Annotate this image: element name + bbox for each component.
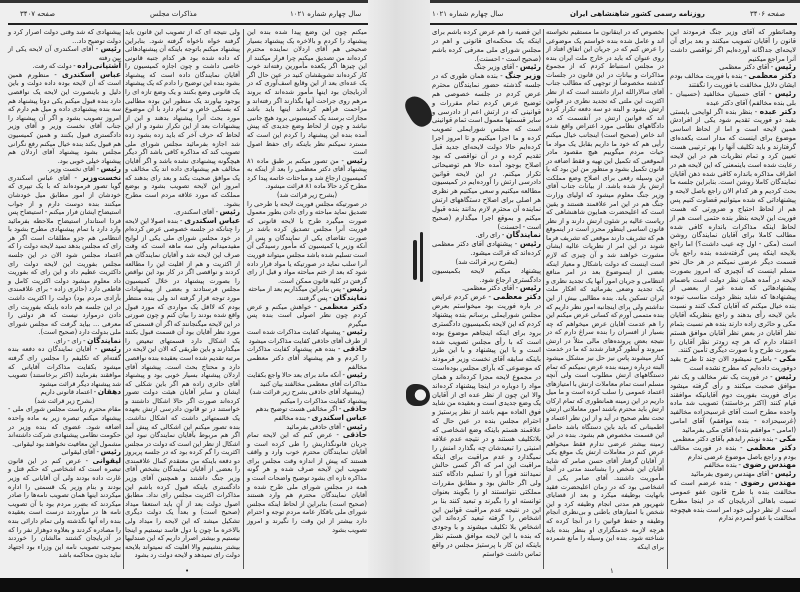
speech-paragraph: عباس اسکندری - بنده مخالفم (274, 413, 367, 423)
speech-paragraph: رئیس - آقای نخست وزیر. (47, 164, 121, 174)
speech-text: در صورتیکه مجلس فوریت لایحه یا طرحی را تصدیق نماید مباحثه و رای دادن بطور معمول صورت میگیرد طرح یا لایحه قانونی که فوریت آنرا مجلس تصدیق کرده باشد در صورت تقاضای یکی از نمایندگان و پس از آنکه وزیر یا کمیسیون که مأمور رسیدگی آن است تسلیم شده باشد مجلس میتواند فوریت آنرا سلب نماید در صورتیکه یا مواد قرار داده شود که بعد از ختم مباحثه مواد و قبل از رای گرفتن در کلیه قانون ممکن است. (247, 199, 367, 285)
speech-text: آقای لیقوانی (61, 448, 95, 457)
page-gutter (368, 0, 430, 578)
speech-paragraph (432, 28, 541, 63)
speaker-name: رئیس (100, 344, 121, 354)
speaker-name: عباس اسکندری (184, 215, 240, 225)
speech-paragraph (8, 28, 121, 45)
speaker-name: رئیس (774, 88, 796, 98)
speech-text: پس بنابراین میگذاریم بعد از مباحثه (248, 285, 341, 294)
speech-paragraph: نخست‌وزیر - آقای عباس اسکندری گویا تصور فرموده‌اند که با یک تیپری که خودشان از امور مطابق میل خودشان میکنند بنده دوست دارم و از جواب استیضاح ایشان فرار میکنم - استیضاح پس فردا استاندار استیضاح ملاحظه بفرمائید وارد دارد با تمام پیشنهادی مطرح بشود با انتظامی هم جزو مطلقات است اگر هر رای که مجلس بدهد تمید لایحه دولت را که اعتماد مجلس شود الان در این جلسه مجلس بفوریت این لایحه دولت رای داکثریت عظیم داد و این رای که بفوریت داد معلوم میشود دولت اکثریت کامل و قاطعی دارد (حائری زاده - برای علاقمندی بآزادی مردم بود) دولت را اکثریت داشت در این جلسه هم داده باینکه بفوریت رای دادن درموارد نیست که هر دولتی را معرفی ... بیاید گرفت که مجلس شورای ملی بدولت دارد (صحیح است). (8, 172, 122, 337)
stage-note: (بشرح زیر قرائت شد) (455, 257, 518, 266)
speech-paragraph: نمایندگان - پس گرفتند. (296, 292, 367, 302)
speech-text: بنظر بنده اگر لوایحی بایستی بقید دو فوریت تقدیم شود یکی از افرادش همین لایحه است و اما از لحاظ اساسی موضوع برای اینست که مدار است یکعده‌ای گرفتارند و باید تکلیف آنها را بهر ترتیبی هست تعیین کرد و تمام نظریات هم در این لایحه رعایت شده است باینمعنی که این لایحه هم در اطراف مذاکره بانداره کافی شده ذهن آقایان نمایندگان کاملا روشن است. بنابراین جلسه ما بحث کردیم و هر کدام الان راجع باصل لایحه و پیشنهاداتی که شده میتوانیم قضاوت کنیم پس هم از لحاظ احتیاج و ضرورتی که هست فوریت این لایحه بنظر بنده حتمی است هم از لحاظ اینکه مذاکرات بانداره کافی شده مطالب کاملا برای آقایان نمایندگان روشن است (مکی - اول چه عیب داشت؟) اما راجع بلایحه اینکه پس گرفته‌شده بنده راجع بآن قسمت دیگر عرضی نمیکنم در هر حال نحو مسلم اینست که آنچیزی که امروز بصورت لایحه در آمده همان نظر دولت است باضمام پیشنهادهائی که شده غیر از بعضی از پیشنهادها که شاید بنظر دولت مناسب نبوده بنده خیال میکنم که آقایان کمک کنند و نسبت باین لایحه رأی بدهند و راجع بنظریکه آقایان مکی و حائری زاده دارند بنده هم نسبت بتمام نظر آقایان در بعض نظر آقایان موافق هستم اعتقاد دارم که هر چه زودتر نظر آقایان را بصورت طرح و یا صورت دیگری تأمین کنند. (670, 107, 796, 355)
speaker-name: لیقوانی (92, 455, 121, 465)
page-section-title: مذاکرات مجلس (150, 10, 197, 18)
page-number: صفحه ۳۴۰۷ (20, 10, 56, 18)
speech-text: پیشنهاد کفایت مذاکرات را میکنم (279, 396, 367, 405)
speech-paragraph: دهقان - اعتماد قانونی داریم (40, 387, 121, 397)
speech-paragraph: دکتر معظمی - بنده با فوریت مخالف بودم ایشان دلایل مخالفت با فوریت را نگفتند (670, 71, 796, 90)
speech-paragraph (670, 28, 796, 63)
speech-paragraph: دکتر عبده - بنظر بنده اگر لوایحی بایستی بقید دو فوریت تقدیم شود یکی از افرادش همین لایحه است و اما از لحاظ اساسی موضوع برای اینست که مدار است یکعده‌ای گرفتارند و باید تکلیف آنها را بهر ترتیبی هست تعیین کرد و تمام نظریات هم در این لایحه رعایت شده است باینمعنی که این لایحه هم در اطراف مذاکره بانداره کافی شده ذهن آقایان نمایندگان کاملا روشن است. بنابراین جلسه ما بحث کردیم و هر کدام الان راجع باصل لایحه و پیشنهاداتی که شده میتوانیم قضاوت کنیم پس هم از لحاظ احتیاج و ضرورتی که هست فوریت این لایحه بنظر بنده حتمی است هم از لحاظ اینکه مذاکرات بانداره کافی شده مطالب کاملا برای آقایان نمایندگان روشن است (مکی - اول چه عیب داشت؟) اما راجع بلایحه اینکه پس گرفته‌شده بنده راجع بآن قسمت دیگر عرضی نمیکنم در هر حال نحو مسلم اینست که آنچیزی که امروز بصورت لایحه در آمده همان نظر دولت است باضمام پیشنهادهائی که شده غیر از بعضی از پیشنهادها که شاید بنظر دولت مناسب نبوده بنده خیال میکنم که آقایان کمک کنند و نسبت باین لایحه رأی بدهند و راجع بنظریکه آقایان مکی و حائری زاده دارند بنده هم نسبت بتمام نظر آقایان در بعض نظر آقایان موافق هستم اعتقاد دارم که هر چه زودتر نظر آقایان را بصورت طرح و یا صورت دیگری تأمین کنند. (670, 106, 796, 355)
speech-text: عرض کنم که این لایحه تمام جریان قانونگذاریش را طی کرده است و آقایان نمایندگان محترم خوب وارد و واقف هستند که پیش از اندازه وقت مجلس برای تصویب این لایحه صرف شده و هر گونه مذاکره تازه ای بشود توضیح واضحات است و همه در مجلس شورای ملی طرح شده و آقایان نمایندگان محترم هم وارد هستند (صحیح است) بنابراین از لحاظ اینکه مجلس شورای ملی بافکار عامه مردم توجه و احترام دارد بیشتر از این وقت را نگیرند و امروز تصویب بشود (247, 431, 367, 534)
speech-paragraph: رئیس - آقای حاذقی بفرمائید (286, 421, 367, 431)
speaker-name: حاذقی (342, 404, 367, 414)
issue-number: سال چهارم شماره ۱۰۲۱ (290, 10, 362, 18)
speech-text: عرض کردم عرایض در باره فوریت بود میخواستم بعرض مجلس شورایملی برسانم بنده پیشنهاد کردم که این لایحه بکمیسیون دادگستری برود برای اینکه اینجاهم موضوع بوده است که با رأی مجلس تصویب شده است و با این پیشنهاد و با این طرز باینکه سابقه آقای نخست وزیر فرمودند که موضوعی که بآرای مجلس بوده‌است در مجموع لایحه مجزا کرده‌اند و همان مواد را دوباره در اینجا پیشنهاد کرده‌اند والا این چون از نظر عده ای از آقایان یک وضع جدیدی است و بعقیده من شاید فوق العاده مهم باشد از نظر پرستیژ و احترام مجلس بنده در عین حال که علاقمند هستم باینکه وضع اشخاصی که بلاتکلیف هستند و در نتیجه عدم علاقه امنیتی را تبعیدشان چه بگذارد امنش را نمیگذارد و عدم مراقبت برای اینکه مراقبت این امر که اگر کسی حالش نمیدانند فوراً او را تسلیم دادگاه کنند ولی اگر حالش بود و مطابق مقررات مملکتی نتوانستند او را بگویند بعنوان توانسته او را بگیرند و تبعید کنند بنا بر این در نتیجه عدم مراقبت قوانین این اشخاص را گرفته تبعید کرده‌اند این اشخاص بلا تکلیف میشوند و با وجودی که بنده با این لایحه موافق هستم نظر باینکه این کار با پرستیژ مجلس در واقع تماس داشت خواستم (432, 293, 541, 558)
header-rule (430, 23, 797, 25)
speaker-name: رئیس (519, 283, 541, 293)
column-divider (243, 29, 244, 569)
speech-paragraph: رئیس - من تصور میکنم بر طبق ماده ۸۱ پیشنهاد آقای دکتر معظمی را بعد از اینکه به کمیسیون ارجاع شد و مباحثات خاتمه پیدا کرد مطرح کرد حالا ماده ۸۱ قرائت میشود. (247, 155, 367, 191)
speech-paragraph (247, 200, 367, 286)
speech-paragraph: رئیس - آقای مهندس رضوی بفرمائید (690, 469, 796, 479)
speaker-name: رئیس (519, 239, 541, 249)
footer-mark: • (185, 567, 190, 575)
speech-paragraph: رئیس - پس بنابراین میگذاریم بعد از مباحثه (248, 284, 367, 294)
speaker-name: رئیس (346, 421, 367, 431)
speech-text: مقام محترم ریاست مجلس شورای ملی - پیشنهاد میکنم تبصره زیر به ماده واحده اضافه شود. عضوی که بنده وزیر در حکومت نظامی پیشنهادی شرکت داشته‌اند مشمول این معافیت نخواهند بود لیقوانی. (8, 405, 121, 448)
speech-paragraph: رئیس - آقای دکتر معظمی (719, 62, 796, 72)
speaker-name: مکی (779, 433, 796, 443)
speaker-name: آشتیانی‌زاده (77, 61, 121, 71)
speech-text: اگر مخالفی هست توضیح بدهم (255, 405, 338, 414)
column-divider (123, 29, 124, 569)
speech-text: منظورم همین است که آن لایحه بوده داده دولت و باین دلیل و باینصورت این لایحه یک نواقصی دارد بنده قبول میکنم یکی دوتا پیشنهاد هم سه بنده پیشنهادی داده و میل هم دارم که امروز تصویب بشود و اگر آن پیشنهاد را جناب آقای نخست وزیر و آقای وزیر دادگستری قبول بکنند و همین کمیسیون هم قبول بکند بنده خیال میکنم رفع نگرانی مجلس بشود پیشنهاد آقای اردلان هم پیشنهاد خیلی خوبی بود. (8, 70, 121, 165)
speech-text: میکنم چون این وضع پیدا شده بنده این پیشنهاد را کردم و بالاخره یک پیشنهاد بسیار صحیحی هم آقای اردلان نماینده محترم کرده‌اند من تصدیق میکنم چرا فرار میکنند از این چیزها اگر یکعده مأمورین رفته‌اند خوب کار کرده‌اند تشویقشان کنید در عین حال اگر یک عده‌ای بعد از این وقایع اسف‌آوری که در آذربایجان بود اینها مأمور شده‌اند که بروند مرهم روی جراحت آنها بگذارند اگر رفته‌اند و مزاحمت فراهم کرده‌اند اینها باید باشد مجازات برسند یک کمیسیونی برود هیچ جانبی نباشد و چون از لحاظ وضع جدیدی که پیش آمده بنده این پیشنهاد را کردم این است که مسترد نمیکنم نظر باینکه رای حفظ اصول است (247, 28, 367, 157)
speech-text: آقای مهندس رضوی بفرمائید (690, 470, 770, 479)
speech-text: در فوریت یک نفر مخالف و یک نفر موافق صحبت میکنند و رأی گرفته میشود برای فوریت بفوریت دوم آقایانیکه موافقند قیام کنند (اکثر برخاستند) تصویب شد ماده واحده مطرح است آقای غرسیحزاده مخالفید (غرسیحزاده - بنده موافقم) آقای امامی (امامی - موافقم بنده) آقای مکی بفرمائید (670, 372, 796, 434)
column-divider (667, 29, 668, 569)
speech-paragraph: دکتر معظمی - خواهش میکنم و عرض کردم چون نظر اصولی است بنده پس میگیرم (247, 301, 368, 328)
speech-paragraph: رئیس - آقای حسیبان مخالفید (حسیبان - بلی بنده مخالفم) آقای دکتر عبده (670, 88, 796, 107)
speaker-name: رئیس (519, 62, 541, 72)
scan-artifact (406, 384, 430, 406)
speech-paragraph: دکتر معظمی - عرض کردم عرایض در باره فوریت بود میخواستم بعرض مجلس شورایملی برسانم بنده پیشنهاد کردم که این لایحه بکمیسیون دادگستری برود برای اینکه اینجاهم موضوع بوده است که با رأی مجلس تصویب شده است و با این پیشنهاد و با این طرز باینکه سابقه آقای نخست وزیر فرمودند که موضوعی که بآرای مجلس بوده‌است در مجموع لایحه مجزا کرده‌اند و همان مواد را دوباره در اینجا پیشنهاد کرده‌اند والا این چون از نظر عده ای از آقایان یک وضع جدیدی است و بعقیده من شاید فوق العاده مهم باشد از نظر پرستیژ و احترام مجلس بنده در عین حال که علاقمند هستم باینکه وضع اشخاصی که بلاتکلیف هستند و در نتیجه عدم علاقه امنیتی را تبعیدشان چه بگذارد امنش را نمیگذارد و عدم مراقبت برای اینکه مراقبت این امر که اگر کسی حالش نمیدانند فوراً او را تسلیم دادگاه کنند ولی اگر حالش بود و مطابق مقررات مملکتی نتوانستند او را بگویند بعنوان توانسته او را بگیرند و تبعید کنند بنا بر این در نتیجه عدم مراقبت قوانین این اشخاص را گرفته تبعید کرده‌اند این اشخاص بلا تکلیف میشوند و با وجودی که بنده با این لایحه موافق هستم نظر باینکه این کار با پرستیژ مجلس در واقع تماس داشت خواستم (432, 292, 541, 558)
speech-paragraph: رئیس - آقای لیقوانی (61, 447, 121, 457)
speech-text: آقای دکتر معظمی. (461, 284, 515, 293)
speech-text: آقای دکتر معظمی (719, 63, 770, 72)
speech-paragraph: آشتیانی‌زاده - دولت که رفت. (32, 61, 121, 71)
speaker-name: رئیس (346, 370, 367, 380)
speech-text: اعتماد قانونی داریم (40, 388, 93, 397)
speech-text: آنکه ماند برای بعد حالا واجع بکفایت مذاکرات آقای معظمی مخالفند بیان کنید (247, 371, 367, 388)
speech-paragraph: عباس اسکندری - منظورم همین است که آن لایحه بوده داده دولت و باین دلیل و باینصورت این لایحه یک نواقصی دارد بنده قبول میکنم یکی دوتا پیشنهاد هم سه بنده پیشنهادی داده و میل هم دارم که امروز تصویب بشود و اگر آن پیشنهاد را جناب آقای نخست وزیر و آقای وزیر دادگستری قبول بکنند و همین کمیسیون هم قبول بکند بنده خیال میکنم رفع نگرانی مجلس بشود پیشنهاد آقای اردلان هم پیشنهاد خیلی خوبی بود. (8, 69, 121, 165)
speech-text: آقای حاذقی بفرمائید (286, 422, 341, 431)
scan-artifact (413, 240, 417, 280)
speech-text: دولت که رفت. (32, 62, 72, 71)
speaker-name: دکتر معظمی (746, 442, 796, 452)
speech-paragraph: رئیس - آنکه ماند برای بعد حالا واجع بکفایت مذاکرات آقای معظمی مخالفند بیان کنید (247, 370, 367, 388)
speech-text: آقای اسکندری. (173, 208, 214, 217)
speech-paragraph: رئیس - آقای اسکندری آن لایحه یکی از بین رفته (8, 44, 121, 62)
footer-mark: ١ (610, 567, 614, 575)
stage-note: (پیشنهاد آقای حاذقی بشرح زیر قرائت شد) (249, 388, 365, 397)
speaker-name: وزیر جنگ (505, 71, 541, 81)
speech-text: رای - رای. (53, 336, 82, 345)
speaker-name: رئیس (774, 371, 797, 381)
speech-text: بخصوص که در اینقانون ما مستقیم نخواسته اند و عامل شده بنده خواستم یک موضوعی را عرض کنم که در جریان این اتفاق افتاد از روی عنوان که باید در خارج ملت ایران بنده در مجلس استنباط کردم که از مجموع مذاکرات و بیانات در این قانون در جلسات گذشته مخصوصاً از توجهی که مطالب جناب آقای سالارالله ابراز داشتند است که از نظر اکثریت این ملتی که تجدید نظری در قوانین ارتش بشود و البته دو سه دفعه تکرار کرده اند که قوانین ارتش در آنقسمت که در دادگاههای نظامی مورد اعتراض واقع شده‌ اند خاص (صحیح است) اینجانب خیال میکنم رأیی هم که خود ما داریم بقابل یک مواد ما حیات مردم میگوییم هیچ مقصود مادر آنموقعی که تکمیل این تهیه و فقط اضافه در قانون تکمیل بشود و منظور من این بود که با این وسیله رفعی برای اصلاح وضع مملکت ارتش باز شده باشد. از بیانات جناب آقای وزیر جنگ معلوم میشود که اولیای وزارت جنگ هم در این امر علاقمند هستند و یقین است که اعلیحضرت همایون شاهنشاهی که ریاست عالیه بر شئون ارتش دارند و از نظر قانون اساسی اینطور محرز است در اینموقع هم که تشریف دارند موقعی که تشریف فرما شوند در این امر از نظریات عالیه ایشان مشورت خواهند شد و آن چیزی که لازم است اینست که دولت باشکال و معیار اینکه بعضی از اینموضوع بعد در امر منافع انتظامی و جریان امور آنها یک تجدید نظری و یک تجدید وضعی بفرمائید که افکار ملت ایران تسکین یابد. بنده مطالبی بیش از این نداشتم ولی برای اینجانبه امور نظر داریم که بنده متممی آورم که کسانی عرض میکنم این را هم عدمت آقایان عرض میخواهم که چه بسیار از افسران را بنده سراغ دارم که در نتیجه بعض پرونده‌های مالی مثلاً در ارتش میروند و آنطور گرفتار شدند که ما در خدمت کنار میشوند پاس نیز حل نیز مشکل میشود البته درباره زمینه بنده عرض نمیکنم که تمام دستگاههای ارتش مطلوب است ولی آنچه مسلم است تمام معاملات ارتش با امتیازهای اعتماد عمومی را سلب کرده است و ما میل داریم در این زمینه همانطوری که تمام ارکان ارتش باید محترم باشند امور معاملاتی ارتش تحت نظم صحیح در آید و از این نظر اعتماد و اطمینانی که باید باین دستگاه باشد حاصل این قسمت مخصوص هم بشود. بنده در این زمینه بیشتر عرضی ندارم فقط میخواهم عرض کنم در معاملات ارتش یک موقع یکی از آقایان گرفتار آقای حسن صامر که شاید آقایان این شخص را بشناسند مدتی در آنجا مأموریت داشتند. آقای صامر یکی از اشخاصی بود که در زمان اعلیحضرت فقید بانهایت بوظیفه میکرد و بعد از قضایای شهریور هم مدتی انجام وظیفه کرد و این شخص با امتیازهای باطنی و بی‌نظری انجام وظیفه و حفظ قوانین را در آنجا کرده که هرچه لازمه خدمتگزاری او بنظر بنده باید شناخته شود. بنده این وسیله را مانع شمرده برای اینکه (546, 28, 664, 551)
speech-text: آقایان نمایندگان ده دفعه بنده گفته‌ام که تکلیفم را مجلس رای گرفته میشود بکفایت مذاکرات آقایانی که موافقند بفرمایند (اکثر برخاستند) تصویب شد پیشنهاد دیگر قرائت میشود (8, 345, 121, 388)
speech-paragraph: مکی - باطرح نمیشود الان چند تا طرح بقید دوفوریت داده‌ایم که مطرح نشده است (670, 354, 796, 373)
speech-paragraph: مهندس رضوی - بنده عرضم است که مخالفت بنده با طرح قانون عفو عمومی نسبت باهالی آذربایجان که در اینجا مطرح است از نظر دولی خود امر است بنده هیچوجه مخالفت با عفو آنمردم ندارم (670, 478, 796, 523)
speaker-name: حاذقی (342, 430, 368, 440)
speech-text: بنده نوبتم رابدهم بآقای دکتر معظمی (672, 434, 774, 443)
speech-text: آقای نخست وزیر. (47, 165, 95, 174)
speech-text: من تصور میکنم بر طبق ماده ۸۱ پیشنهاد آقای دکتر معظمی را بعد از اینکه به کمیسیون ارجاع شد و مباحثات خاتمه پیدا کرد مطرح کرد حالا ماده ۸۱ قرائت میشود. (247, 156, 367, 191)
speaker-name: عباس اسکندری (61, 69, 121, 79)
speech-text: پیشنهاد کفایت مذاکرات شده است از طرف آقای حاذقی کفایت مذاکرات میشود (247, 328, 367, 345)
column-divider (543, 29, 544, 569)
speaker-name: رئیس (100, 44, 121, 54)
scan-artifact (420, 232, 423, 282)
speaker-name: دهقان (97, 387, 121, 397)
speech-text: پیشنهادی که شد وقتی دولت اصرار کرد و دولت توضیح داد... (8, 28, 121, 45)
speech-text: پس گرفتند. (296, 293, 328, 302)
speech-paragraph (247, 28, 367, 157)
speech-text: رای رای. (475, 231, 501, 240)
speech-paragraph: لیقوانی - عرض کنم در این قانون تبصره است که اشخاصی که حکم قتل و غارت داده بودند ولی آن آقایانی که وزیر بودند و بنام وزیر یک قسمتی را اداره میکردند اینها همان تصویب نامه‌ها را صادر میکردند که بضرر مردم بود با آن تصویب نامه ها در میآوردند درست است بعقیده بنده راه آنها نگذشته ولی تمام دارائی بنده را مصادره کردند و بعلاوه دوهزار نفر را که در آذربایجان کشتند مالشان را خوردند بموجب تصویب نامه این وزراء بود اجتهاد نباید بدون محاکمه باشد (8, 455, 121, 560)
speaker-name: دکتر معظمی (493, 292, 541, 302)
speech-text: این قضیه را هم عرض کرده باشم برای اینکه یک محکمه‌ای قانونی و اهم در مجلس شورای ملی معرفی کرده باشم (صحیح است - احسنت). (432, 28, 541, 63)
speech-paragraph: عباس اسکندری - بنده اصولا این لایحه را چنانکه در جلسه خصوصی عرض کرده‌ام در خود مجلس شورای ملی یکی از لوایح مفیدمیدانم ولی سه ماهه است که وقت صرف این لایحه شد و آقایان نمایندگان هم از اکثریت و هم از اقلیت این را مطالعه کردند و نواقصی اگر در کار بود این نواقص را بصورت پیشنهاد در خلال کمیسیون مجلس فرستادند و بعضی از پیشنهادات مورد توجه قرار گرفته اند ولی بنده منتظر بودم که لااقل یک مواردی که مورد قبول واقع شده بودند را بیان کنم و چون صورتی در این لایحه میگنجانند که اگر آن قسمتی که مورد نظر آقایان بود آن قسمت قبول بکنند یک اشکال دارد قسمتهای تبعیض را میگذارند و باین طریقی که الان این لایحه در مرتبه تقدیم شده است بعقیده بنده نواقصی دارد و محتاج بحث است. پیشنهاد آقای اردلان پیشنهاد بسیار خوبی بود و پیشنهاد آقای حائری زاده هم اگر باین شکلی که ایشان و سایر آقایان هیئت دولت تصور کرده‌اند صورت اگر حالا اشکال داشتند و خواستند در تو قانون دادرسی ارتش بعهده یک قسمتهائی داشت که اشکال نداشت. بنده تصور میکنم این اشکالی که پیش آمد اگر هم مربوط بآقایان نمایندگان نبود این اشکال از نظر این است که دولت در مجلس اکثریت را گم کرده بود که در جلسه پریروز دو دفعه باینکه من معتقدم کمال علاقمندی را بعضی از آقایان نمایندگان بشخص آقای وزیر جنگ داشتند و همچنین آقای وزیر دادگستری باینکه قبول کرده باشم این مذاکرات اکثریت مجلس رای نداد. مطابق اصول دولت بعد از آن باید استعفا میداد (صحیح است) و بعداً یک دولت دیگری تشکیل میشد که این لایحه را میداد ولی بالاخره ما چون یا دول فاسد نیستیم و اینجا نیستیم و بیشتر اصرار داریم که این صندلیها بیشتر بنشینیم والا اقلیت که نمیتواند بلایحه دولت رای نمیدهد و لایحه دولت رد بشود (125, 215, 240, 560)
speaker-name: نمایندگان (333, 292, 367, 302)
speaker-name: رئیس (346, 155, 367, 165)
speech-paragraph: نمایندگان - رای رای. (475, 230, 541, 240)
speech-text: بنده مخالفم (274, 414, 306, 423)
speech-paragraph: حاذقی - بنده هم پیشنهاد کفایت مذاکرات را کردم و هم پیشنهاد آقای دکتر معظمی مخالفم (247, 344, 368, 371)
speech-paragraph: رئیس - آقای وزیر جنگ (473, 62, 541, 72)
speech-text: باطرح نمیشود الان چند تا طرح بقید دوفوریت داده‌ایم که مطرح نشده است (670, 355, 796, 373)
speaker-name: رئیس (100, 164, 121, 174)
speech-paragraph: رئیس - پیشنهاد کفایت مذاکرات شده است از طرف آقای حاذقی کفایت مذاکرات میشود (247, 327, 367, 345)
speech-paragraph: رئیس - آقای اسکندری. (173, 207, 240, 217)
text-column (247, 28, 367, 534)
speaker-name: نمایندگان (506, 230, 541, 240)
speech-text: آقای اسکندری آن لایحه یکی از بین رفته (8, 45, 121, 62)
speaker-name: رئیس (346, 284, 367, 294)
speaker-name: حاذقی (342, 344, 368, 354)
speech-paragraph: رئیس - آقایان نمایندگان ده دفعه بنده گفته‌ام که تکلیفم را مجلس رای گرفته میشود بکفایت مذاکرات آقایانی که موافقند بفرمایند (اکثر برخاستند) تصویب شد پیشنهاد دیگر قرائت میشود (8, 344, 121, 388)
right-page (430, 0, 800, 578)
speech-paragraph: رئیس - در فوریت یک نفر مخالف و یک نفر موافق صحبت میکنند و رأی گرفته میشود برای فوریت بفوریت دوم آقایانیکه موافقند قیام کنند (اکثر برخاستند) تصویب شد ماده واحده مطرح است آقای غرسیحزاده مخالفید (غرسیحزاده - بنده موافقم) آقای امامی (امامی - موافقم بنده) آقای مکی بفرمائید (670, 371, 797, 434)
speech-paragraph (432, 267, 541, 285)
speaker-name: نخست‌وزیر (81, 172, 122, 182)
speaker-name: عباس اسکندری (311, 413, 367, 423)
speech-paragraph (125, 28, 240, 208)
speech-text: ولی نتیجه ای که از تصویب این قانون باید گرفته خواه ناخواه گرفته شود. بنابراین پیشنهاد میکنم باتوجه باینکه آن پیشنهادهائی که داده شده بود هر کدام جنبه قانونی خاصی داشت و چون اجازه کمیسیون را آقایان نمایندگان داده است که پیشنهاد بشود بنده این توضیح را دادم که یک پیشنهاد یک قانونی وضع بکنند و یک وضع تازه ای را بوجود بیاورند یک منظور این بوده مطالبی که بستگی خاص و تمام دارد با آن موضوع مورد بحث آنرا پیشنهاد بدهند و این از پیشنهادات بعد از این تکرار نشود و از این لحاظ که حرف آخر که باید زده بشود زده شد اجازه بفرمائید مجلس شورای ملی تصویب کند که مذاکره کافی باشد اگر دیگر هیچگونه پیشنهادی نشده باشد و اگر آقایان مخالف هم پیشنهادی داده اند یک مخالف و یک موافق صحبت بکند و بعد رای بدهند که امروز این لایحه تصویب بشود و بوضع مملکت که مورد علاقه مردم است مطرح بشود. (125, 28, 240, 208)
speech-text: بنده در فوریت مخالف بودم و راجع باصل موضوع عرضی ندارم (670, 443, 796, 461)
speech-paragraph: وزیر جنگ - بنده همان طوری که در جلسه گذشته حضور نمایندگان محترم عرض کردم در جلسه خصوصی هم توضیح عرض کردم تمام مقررات و قوانینی که در ارتش اعم از دادرسی و سایر قسمتها معمول است تمام قوانینی است که مجلس شورایملی تصویب کرده و ما اجرا میکنیم و تا امروز اجرا کرده‌ایم حالا دولت لایحه‌ای جدید قبل تقدیم کرده و در آن نواقصی که بود اصلاح بوجود آمده حالا هم توضیحاتی تکرار میکنم. در این لایحه قوانین دادرسی ارتش را آورده‌ایم در کمیسیون مطالعه میکنیم و سعی میکنیم هر نظری هر اصلی برای اصلاح دستگاههای ارتش نماینده آن محترم لازم بدانند بنده قبول میکنم و بموقع اجرا میگذارم (صحیح است - احسنت) (432, 71, 541, 231)
header-rule (8, 23, 368, 25)
speaker-name: نمایندگان (87, 335, 121, 345)
speech-text: بنده اصولا این لایحه را چنانکه در جلسه خصوصی عرض کرده‌ام در خود مجلس شورای ملی یکی از لوایح مفیدمیدانم ولی سه ماهه است که وقت صرف این لایحه شد و آقایان نمایندگان هم از اکثریت و هم از اقلیت این را مطالعه کردند و نواقصی اگر در کار بود این نواقص را بصورت پیشنهاد در خلال کمیسیون مجلس فرستادند و بعضی از پیشنهادات مورد توجه قرار گرفته اند ولی بنده منتظر بودم که لااقل یک مواردی که مورد قبول واقع شده بودند را بیان کنم و چون صورتی در این لایحه میگنجانند که اگر آن قسمتی که مورد نظر آقایان بود آن قسمت قبول بکنند یک اشکال دارد قسمتهای تبعیض را میگذارند و باین طریقی که الان این لایحه در مرتبه تقدیم شده است بعقیده بنده نواقصی دارد و محتاج بحث است. پیشنهاد آقای اردلان پیشنهاد بسیار خوبی بود و پیشنهاد آقای حائری زاده هم اگر باین شکلی که ایشان و سایر آقایان هیئت دولت تصور کرده‌اند صورت اگر حالا اشکال داشتند و خواستند در تو قانون دادرسی ارتش بعهده یک قسمتهائی داشت که اشکال نداشت. بنده تصور میکنم این اشکالی که پیش آمد اگر هم مربوط بآقایان نمایندگان نبود این اشکال از نظر این است که دولت در مجلس اکثریت را گم کرده بود که در جلسه پریروز دو دفعه باینکه من معتقدم کمال علاقمندی را بعضی از آقایان نمایندگان بشخص آقای وزیر جنگ داشتند و همچنین آقای وزیر دادگستری باینکه قبول کرده باشم این مذاکرات اکثریت مجلس رای نداد. مطابق اصول دولت بعد از آن باید استعفا میداد (صحیح است) و بعداً یک دولت دیگری تشکیل میشد که این لایحه را میداد ولی بالاخره ما چون یا دول فاسد نیستیم و اینجا نیستیم و بیشتر اصرار داریم که این صندلیها بیشتر بنشینیم والا اقلیت که نمیتواند بلایحه دولت رای نمیدهد و لایحه دولت رد بشود (125, 216, 240, 560)
speaker-name: مهندس رضوی (740, 478, 796, 488)
speech-text: وهمانطور که آقای وزیر جنگ فرمودند این قانون را آقایان تصویب میکنند و بعد برای آن لایحه‌ای جداگانه آورده‌ایم اگر نواقصی داشت آنرا مراجع میکنیم (670, 28, 796, 63)
speech-text: پیشنهادی آقای دکتر معظمی کرده‌اند که قرائت میشود. (432, 240, 541, 258)
speech-text: خواهش میکنم و عرض کردم چون نظر اصولی است بنده پس میگیرم (247, 302, 367, 328)
speech-paragraph: حاذقی - اگر مخالفی هست توضیح بدهم (255, 404, 367, 414)
stage-note: (بشرح زیر قرائت شد) (276, 190, 338, 199)
speech-paragraph: رئیس - آقای دکتر معظمی. (461, 283, 541, 293)
speech-text: بنده مخالفم (703, 461, 737, 470)
speaker-name: مهندس رضوی (742, 460, 796, 470)
text-column (8, 28, 121, 560)
newspaper-title: روزنامه رسمی کشور شاهنشاهی ایران (570, 10, 705, 18)
text-column (125, 28, 240, 560)
speaker-name: دکتر معظمی (748, 71, 796, 81)
speech-paragraph (8, 405, 121, 448)
page-number: صفحه ۳۴۰۶ (750, 10, 786, 18)
speech-paragraph: دکتر معظمی - بنده در فوریت مخالف بودم و راجع باصل موضوع عرضی ندارم (670, 442, 796, 461)
speaker-name: رئیس (774, 62, 796, 72)
stage-note: (بشرح زیر قرائت شد) (34, 396, 95, 405)
speaker-name: دکتر عبده (759, 106, 796, 116)
speech-text: بنده همان طوری که در جلسه گذشته حضور نمایندگان محترم عرض کردم در جلسه خصوصی هم توضیح عرض کردم تمام مقررات و قوانینی که در ارتش اعم از دادرسی و سایر قسمتها معمول است تمام قوانینی است که مجلس شورایملی تصویب کرده و ما اجرا میکنیم و تا امروز اجرا کرده‌ایم حالا دولت لایحه‌ای جدید قبل تقدیم کرده و در آن نواقصی که بود اصلاح بوجود آمده حالا هم توضیحاتی تکرار میکنم. در این لایحه قوانین دادرسی ارتش را آورده‌ایم در کمیسیون مطالعه میکنیم و سعی میکنیم هر نظری هر اصلی برای اصلاح دستگاههای ارتش نماینده آن محترم لازم بدانند بنده قبول میکنم و بموقع اجرا میگذارم (صحیح است - احسنت) (432, 72, 541, 231)
speech-text: بنده با فوریت مخالف بودم ایشان دلایل مخالفت با فوریت را نگفتند (670, 72, 796, 90)
text-column (670, 28, 796, 523)
speech-paragraph (546, 28, 664, 551)
speech-paragraph: رئیس - پیشنهادی آقای دکتر معظمی کرده‌اند که قرائت میشود. (432, 239, 541, 258)
scan-bottom-edge (0, 578, 800, 592)
speech-paragraph: نمایندگان - رای - رای. (53, 335, 121, 345)
issue-number: سال چهارم شماره ۱۰۲۱ (432, 10, 504, 18)
speech-paragraph: مهندس رضوی - بنده مخالفم (703, 460, 796, 470)
speech-text: آقای حسیبان مخالفید (حسیبان - بلی بنده مخالفم) آقای دکتر عبده (670, 89, 796, 107)
speaker-name: دکتر معظمی (319, 301, 368, 311)
speech-text: پیشنهاد میکنم لایحه بکمیسیون دادگستری ارجاع شود. (432, 266, 541, 284)
speaker-name: رئیس (100, 447, 121, 457)
speech-text: بنده هم پیشنهاد کفایت مذاکرات را کردم و هم پیشنهاد آقای دکتر معظمی مخالفم (247, 345, 367, 371)
speech-paragraph: حاذقی - عرض کنم که این لایحه تمام جریان قانونگذاریش را طی کرده است و آقایان نمایندگان محترم خوب وارد و واقف هستند که پیش از اندازه وقت مجلس برای تصویب این لایحه صرف شده و هر گونه مذاکره تازه ای بشود توضیح واضحات است و همه در مجلس شورای ملی طرح شده و آقایان نمایندگان محترم هم وارد هستند (صحیح است) بنابراین از لحاظ اینکه مجلس شورای ملی بافکار عامه مردم توجه و احترام دارد بیشتر از این وقت را نگیرند و امروز تصویب بشود (247, 430, 368, 534)
left-page (0, 0, 370, 578)
speech-text: آقای عباس اسکندری گویا تصور فرموده‌اند که با یک تیپری که خودشان از امور مطابق میل خودشان میکنند بنده دوست دارم و از جواب استیضاح ایشان فرار میکنم - استیضاح پس فردا استاندار استیضاح ملاحظه بفرمائید وارد دارد با تمام پیشنهادی مطرح بشود با انتظامی هم جزو مطلقات است اگر هر رای که مجلس بدهد تمید لایحه دولت را که اعتماد مجلس شود الان در این جلسه مجلس بفوریت این لایحه دولت رای داکثریت عظیم داد و این رای که بفوریت داد معلوم میشود دولت اکثریت کامل و قاطعی دارد (حائری زاده - برای علاقمندی بآزادی مردم بود) دولت را اکثریت داشت در این جلسه هم داده باینکه بفوریت رای دادن درموارد نیست که هر دولتی را معرفی ... بیاید گرفت که مجلس شورای ملی بدولت دارد (صحیح است). (8, 173, 121, 337)
text-column (432, 28, 541, 559)
text-column (546, 28, 664, 551)
speaker-name: رئیس (346, 327, 367, 337)
speaker-name: مکی (779, 354, 796, 364)
speaker-name: رئیس (219, 207, 240, 217)
speech-text: آقای وزیر جنگ (473, 63, 515, 72)
speech-paragraph: مکی - بنده نوبتم رابدهم بآقای دکتر معظمی (672, 433, 796, 443)
speaker-name: رئیس (774, 469, 796, 479)
speech-text: بنده عرضم است که مخالفت بنده با طرح قانون عفو عمومی نسبت باهالی آذربایجان که در اینجا مطرح است از نظر دولی خود امر است بنده هیچوجه مخالفت با عفو آنمردم ندارم (670, 479, 796, 523)
speech-text: عرض کنم در این قانون تبصره است که اشخاصی که حکم قتل و غارت داده بودند ولی آن آقایانی که وزیر بودند و بنام وزیر یک قسمتی را اداره میکردند اینها همان تصویب نامه‌ها را صادر میکردند که بضرر مردم بود با آن تصویب نامه ها در میآوردند درست است بعقیده بنده راه آنها نگذشته ولی تمام دارائی بنده را مصادره کردند و بعلاوه دوهزار نفر را که در آذربایجان کشتند مالشان را خوردند بموجب تصویب نامه این وزراء بود اجتهاد نباید بدون محاکمه باشد (8, 456, 121, 560)
